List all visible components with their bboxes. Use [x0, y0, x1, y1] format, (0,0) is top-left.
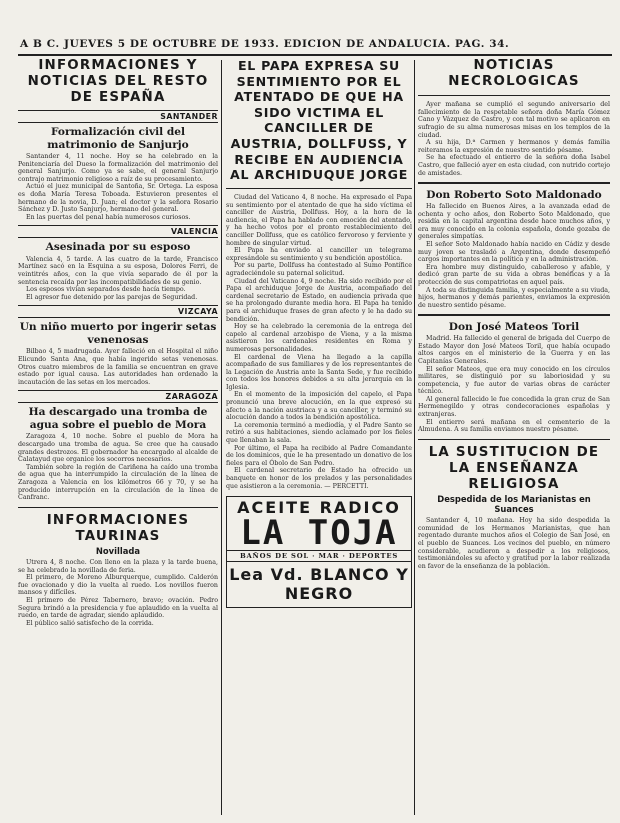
- headline-soto-maldonado: Don Roberto Soto Maldonado: [426, 188, 602, 201]
- paragraph: El cardenal de Viena ha llegado a la capilla acompañado de sus familiares y de los representantes de la Legación de Austria ante la Santa Sede, y fue recibido con todos los honores debidos a su alta jerarquía en la Iglesia.: [226, 353, 412, 391]
- paragraph: Ciudad del Vaticano 4, 8 noche. Ha expresado el Papa su sentimiento por el atentado de que ha sido víctima el canciller de Austria, Dollfuss. Hoy, a la hora de la audiencia, el Papa ha hablado con emoción del atentado, y ha hecho votos por el pronto restablecimiento del canciller Dollfuss, que es católico fervoroso y ferviente y hombre de singular virtud.: [226, 194, 412, 247]
- paragraph: A su hija, D.ª Carmen y hermanos y demás familia reiteramos la expresión de nuestro sentido pésame.: [418, 139, 610, 154]
- paragraph: El señor Mateos, que era muy conocido en los círculos militares, se distinguió por su laboriosidad y su competencia, y fue autor de varias obras de carácter técnico.: [418, 365, 610, 396]
- place-santander: SANTANDER: [18, 110, 218, 123]
- column-rule-1: [221, 60, 222, 815]
- headline-papa-dollfuss: EL PAPA EXPRESA SU SENTIMIENTO POR EL ATENTADO DE QUE HA SIDO VICTIMA EL CANCILLER DE AUSTRIA, DOLLFUSS, Y RECIBE EN AUDIENCIA AL ARCHIDUQUE JORGE: [230, 58, 408, 183]
- paragraph: El Papa ha enviado al canciller un telegrama expresándole su sentimiento y su bendición apostólica.: [226, 247, 412, 262]
- paragraph: También sobre la región de Cariñena ha caído una tromba de agua que ha interrumpido la circulación de la línea de Zaragoza a Valencia en los kilómetros 66 y 70, y se ha producido interrupción en la circulación de la línea de Canfranc.: [18, 463, 218, 502]
- paragraph: A toda su distinguida familia, y especialmente a su viuda, hijos, hermanos y demás parientes, enviamos la expresión de nuestro sentido pésame.: [418, 286, 610, 309]
- paragraph: Actuó el juez municipal de Santoña, Sr. Ortega. La esposa es doña María Teresa Toboada. Estuvieron presentes el hermano de la novia, D. Juan; el doctor y la señora Rosario Sánchez y D. Justo Sanjurjo, hermano del general.: [18, 183, 218, 214]
- paragraph: Utrera 4, 8 noche. Con lleno en la plaza y la tarde buena, se ha celebrado la novillada de feria.: [18, 559, 218, 574]
- paragraph: Hoy se ha celebrado la ceremonia de la entrega del capelo al cardenal arzobispo de Viena, y a la misma asistieron los cardenales residentes en Roma y numerosas personalidades.: [226, 323, 412, 353]
- ad-la-toja-brand: LA TOJA: [240, 513, 398, 554]
- headline-novillada: Novillada: [95, 546, 141, 557]
- headline-sanjurjo: Formalización civil del matrimonio de Sanjurjo: [47, 126, 189, 151]
- headline-marianistas: Despedida de los Marianistas en Suances: [437, 494, 591, 515]
- place-zaragoza: ZARAGOZA: [18, 390, 218, 403]
- section-divider: [418, 95, 610, 96]
- headline-nino-setas: Un niño muerto por ingerir setas venenosas: [19, 321, 217, 346]
- paragraph: Santander 4, 11 noche. Hoy se ha celebrado en la Penitenciaría del Dueso la formalización del matrimonio del general Sanjurjo. Como ya se sabe, el general Sanjurjo contrajo matrimonio religioso a raíz de su procesamiento.: [18, 153, 218, 183]
- ad-tagline: BAÑOS DE SOL · MAR · DEPORTES: [227, 550, 411, 562]
- running-head: A B C. JUEVES 5 DE OCTUBRE DE 1933. EDICION DE ANDALUCIA. PAG. 34.: [20, 38, 510, 50]
- section-divider: [226, 188, 412, 189]
- paragraph: Zaragoza 4, 10 noche. Sobre el pueblo de Mora ha descargado una tromba de agua. Se cree que ha causado grandes destrozos. El gobernador ha encargado al alcalde de Calatayud que organice los socorros necesarios.: [18, 433, 218, 464]
- paragraph: El primero de Pérez Tabernero, bravo; ovación. Pedro Segura brindó a la presidencia y fue aplaudido en la vuelta al ruedo, en tarde de agradar, siendo aplaudido.: [18, 596, 218, 620]
- paragraph: El entierro será mañana en el cementerio de la Almudena. A su familia enviamos nuestro pésame.: [418, 418, 610, 434]
- section-divider: [418, 439, 610, 440]
- paragraph: Valencia 4, 5 tarde. A las cuatro de la tarde, Francisco Martínez sacó en la Esquina a su esposa, Dolores Ferri, de veintitrés años, con la que vivía separado de él por la sentencia recaída por las incompatibilidades de su genio.: [18, 255, 218, 286]
- paragraph: El público salió satisfecho de la corrida.: [26, 619, 154, 627]
- paragraph: Bilbao 4, 5 madrugada. Ayer falleció en el Hospital el niño Elicundo Santa Ana, que había ingerido setas venenosas. Otros cuatro miembros de la familia se encuentran en grave estado por igual causa. Las autoridades han ordenado la incautación de las setas en los mercados.: [18, 348, 218, 386]
- headline-asesinada: Asesinada por su esposo: [45, 241, 191, 254]
- paragraph: En las puertas del penal había numerosos curiosos.: [26, 213, 191, 221]
- section-divider: [418, 314, 610, 315]
- advertisement-la-toja: [226, 496, 412, 608]
- paragraph: Ayer mañana se cumplió el segundo aniversario del fallecimiento de la respetable señora doña María Gómez Cano y Vázquez de Castro, y con tal motivo se aplicaron en sufragio de su alma numerosas misas en los templos de la ciudad.: [418, 101, 610, 139]
- paragraph: Por último, el Papa ha recibido al Padre Comandante de los dominicos, que le ha presentado un donativo de los fieles para el Óbolo de San Pedro.: [226, 444, 412, 467]
- paragraph: El agresor fue detenido por las parejas de Seguridad.: [26, 293, 198, 301]
- paragraph: Al general fallecido le fue concedida la gran cruz de San Hermenegildo y otras condecoraciones españolas y extranjeras.: [418, 395, 610, 419]
- paragraph: Se ha efectuado el entierro de la señora doña Isabel Castro, que falleció ayer en esta ciudad, con nutrido cortejo de amistades.: [418, 154, 610, 177]
- section-title-taurinas: INFORMACIONES TAURINAS: [46, 513, 190, 545]
- section-title-national: INFORMACIONES Y NOTICIAS DEL RESTO DE ESPAÑA: [27, 58, 209, 105]
- column-center: [226, 58, 412, 818]
- column-rule-2: [414, 60, 415, 815]
- column-right: [418, 58, 610, 818]
- paragraph: Los esposos vivían separados desde hacía tiempo.: [26, 286, 186, 294]
- paragraph: La ceremonia terminó a mediodía, y el Padre Santo se retiró a sus habitaciones, siendo aclamado por los fieles que llenaban la sala.: [226, 421, 412, 445]
- paragraph: El cardenal secretario de Estado ha ofrecido un banquete en honor de los prelados y las personalidades que asistieron a la ceremonia. — PERCETTI.: [226, 467, 412, 490]
- paragraph: En el momento de la imposición del capelo, el Papa pronunció una breve alocución, en la que expresó su afecto a la nación austriaca y a su canciller, y terminó su alocución dando a todos la bendición apostólica.: [226, 391, 412, 422]
- paragraph: Ciudad del Vaticano 4, 9 noche. Ha sido recibido por el Papa el archiduque Jorge de Austria, acompañado del cardenal secretario de Estado, en audiencia privada que se ha prolongado durante media hora. El Papa ha tenido para el archiduque frases de gran afecto y le ha dado su bendición.: [226, 277, 412, 323]
- place-valencia: VALENCIA: [18, 225, 218, 238]
- section-title-sustitucion: LA SUSTITUCION DE LA ENSEÑANZA RELIGIOSA: [428, 445, 600, 493]
- paragraph: Santander 4, 10 mañana. Hoy ha sido despedida la comunidad de los Hermanos Marianistas, que han regentado durante muchos años el Colegio de San José, en el pueblo de Suances. Los vecinos del pueblo, en número considerable, acudieron a despedir a los religiosos, testimoniándoles su afecto y gratitud por la labor realizada en favor de la enseñanza de la población.: [418, 517, 610, 570]
- paragraph: El primero, de Moreno Alburquerque, cumplido. Calderón fue ovacionado y dio la vuelta al ruedo. Los novillos fueron mansos y difíciles.: [18, 574, 218, 597]
- header-rule: [18, 54, 612, 56]
- ad-aceite-radico: ACEITE RADICO: [237, 498, 401, 518]
- paragraph: Por su parte, Dollfuss ha contestado al Sumo Pontífice agradeciéndole su paternal solicitud.: [226, 262, 412, 277]
- section-title-necrologicas: NOTICIAS NECROLOGICAS: [448, 58, 580, 89]
- place-vizcaya: VIZCAYA: [18, 305, 218, 318]
- paragraph: Era hombre muy distinguido, caballeroso y afable, y dedicó gran parte de su vida a obras benéficas y a la protección de sus compatriotas en aquel país.: [418, 263, 610, 286]
- headline-mateos-toril: Don José Mateos Toril: [448, 320, 580, 333]
- paragraph: Ha fallecido en Buenos Aires, a la avanzada edad de ochenta y ocho años, don Roberto Soto Maldonado, que residía en la capital argentina desde hace muchos años, y era muy conocido en la colonia española, donde gozaba de generales simpatías.: [418, 203, 610, 241]
- ad-blanco-y-negro: Lea Vd. BLANCO Y NEGRO: [229, 565, 409, 604]
- paragraph: El señor Soto Maldonado había nacido en Cádiz y desde muy joven se trasladó a Argentina, donde desempeñó cargos importantes en la política y en la administración.: [418, 241, 610, 264]
- section-divider: [418, 182, 610, 183]
- paragraph: Madrid. Ha fallecido el general de brigada del Cuerpo de Estado Mayor don José Mateos Toril, que había ocupado altos cargos en el ministerio de la Guerra y en las Capitanías Generales.: [418, 335, 610, 365]
- column-left: [18, 58, 218, 818]
- section-divider: [18, 507, 218, 508]
- headline-tromba-mora: Ha descargado una tromba de agua sobre el pueblo de Mora: [28, 406, 208, 431]
